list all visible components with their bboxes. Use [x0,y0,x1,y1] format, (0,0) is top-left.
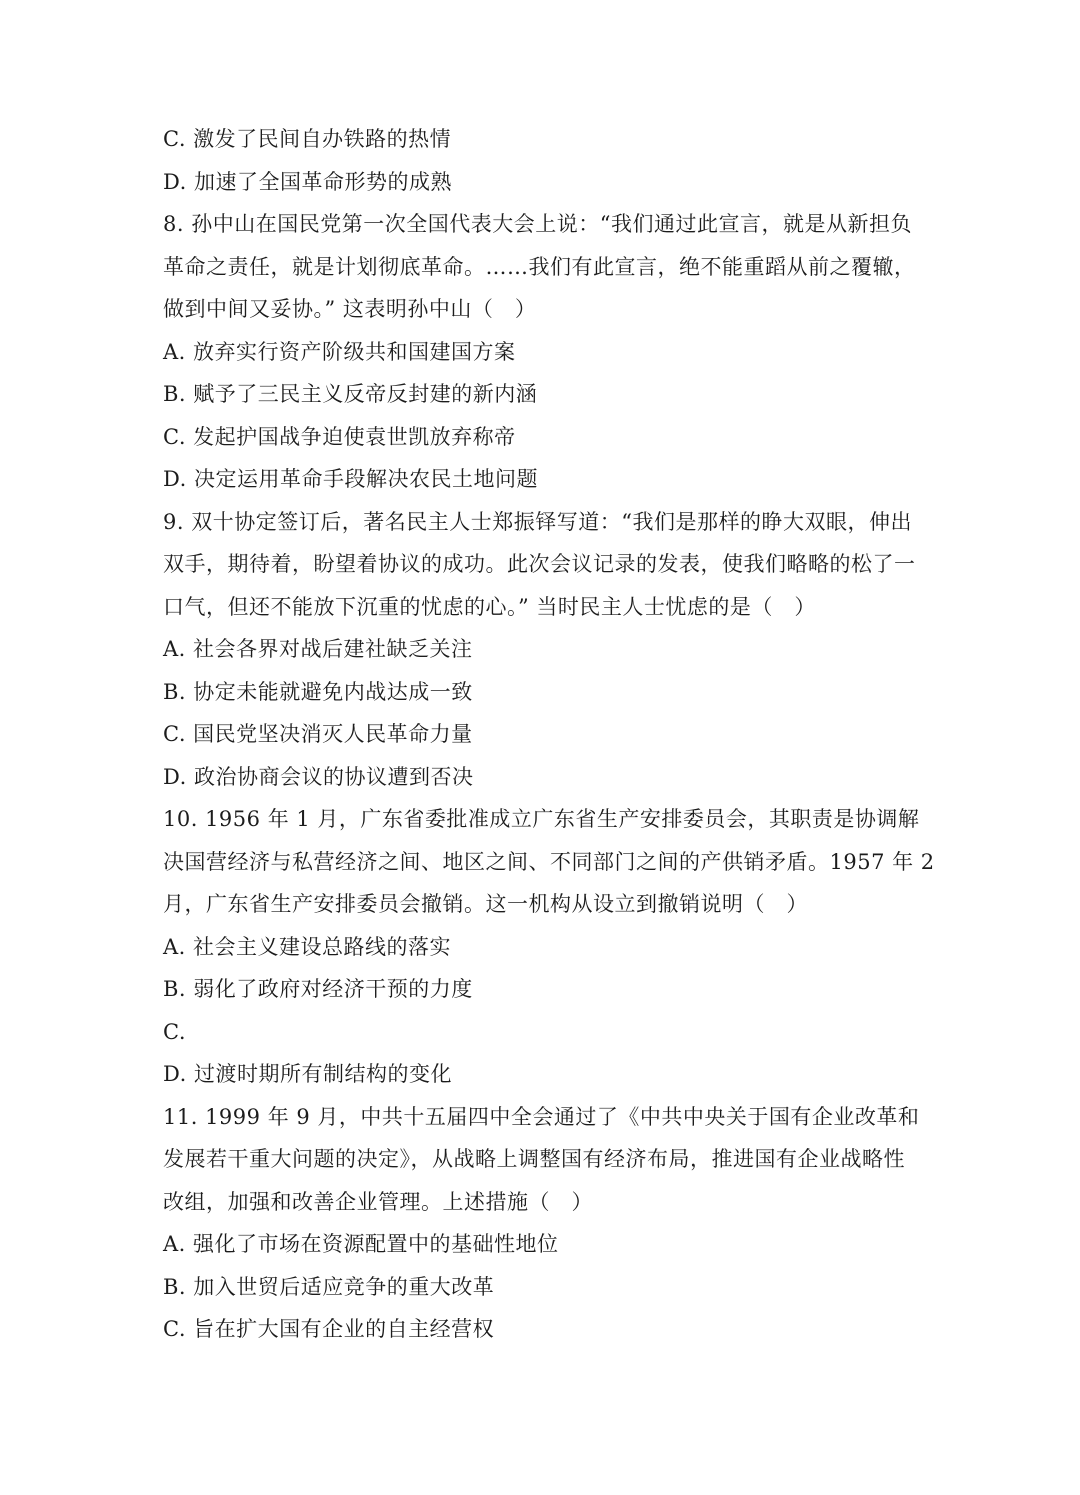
option-10b: B. 弱化了政府对经济干预的力度 [163,977,473,1001]
question-10-line-3: 月，广东省生产安排委员会撤销。这一机构从设立到撤销说明（ ） [163,892,808,916]
option-8a: A. 放弃实行资产阶级共和国建国方案 [163,340,516,364]
question-9-line-2: 双手，期待着，盼望着协议的成功。此次会议记录的发表，使我们略略的松了一 [163,552,916,576]
option-9b: B. 协定未能就避免内战达成一致 [163,680,473,704]
question-10-line-2: 决国营经济与私营经济之间、地区之间、不同部门之间的产供销矛盾。1957 年 2 [163,850,935,874]
question-11-line-1: 11. 1999 年 9 月，中共十五届四中全会通过了《中共中央关于国有企业改革和 [163,1105,920,1129]
option-8c: C. 发起护国战争迫使袁世凯放弃称帝 [163,425,516,449]
option-7d: D. 加速了全国革命形势的成熟 [163,170,452,194]
option-11b: B. 加入世贸后适应竞争的重大改革 [163,1275,495,1299]
question-11-line-3: 改组，加强和改善企业管理。上述措施（ ） [163,1190,593,1214]
question-11-line-2: 发展若干重大问题的决定》，从战略上调整国有经济布局，推进国有企业战略性 [163,1147,905,1171]
option-8d: D. 决定运用革命手段解决农民土地问题 [163,467,538,491]
option-7c: C. 激发了民间自办铁路的热情 [163,127,452,151]
option-8b: B. 赋予了三民主义反帝反封建的新内涵 [163,382,538,406]
option-10a: A. 社会主义建设总路线的落实 [163,935,452,959]
option-9d: D. 政治协商会议的协议遭到否决 [163,765,474,789]
option-10d: D. 过渡时期所有制结构的变化 [163,1062,452,1086]
option-11a: A. 强化了市场在资源配置中的基础性地位 [163,1232,559,1256]
question-8-line-3: 做到中间又妥协。” 这表明孙中山（ ） [163,297,537,321]
option-9c: C. 国民党坚决消灭人民革命力量 [163,722,473,746]
option-10c: C. [163,1020,186,1044]
question-8-line-1: 8. 孙中山在国民党第一次全国代表大会上说：“我们通过此宣言，就是从新担负 [163,212,912,236]
option-11c: C. 旨在扩大国有企业的自主经营权 [163,1317,495,1341]
option-9a: A. 社会各界对战后建社缺乏关注 [163,637,473,661]
question-10-line-1: 10. 1956 年 1 月，广东省委批准成立广东省生产安排委员会，其职责是协调解 [163,807,920,831]
question-9-line-3: 口气，但还不能放下沉重的忧虑的心。” 当时民主人士忧虑的是（ ） [163,595,816,619]
question-9-line-1: 9. 双十协定签订后，著名民主人士郑振铎写道：“我们是那样的睁大双眼，伸出 [163,510,912,534]
question-8-line-2: 革命之责任，就是计划彻底革命。……我们有此宣言，绝不能重蹈从前之覆辙， [163,255,916,279]
